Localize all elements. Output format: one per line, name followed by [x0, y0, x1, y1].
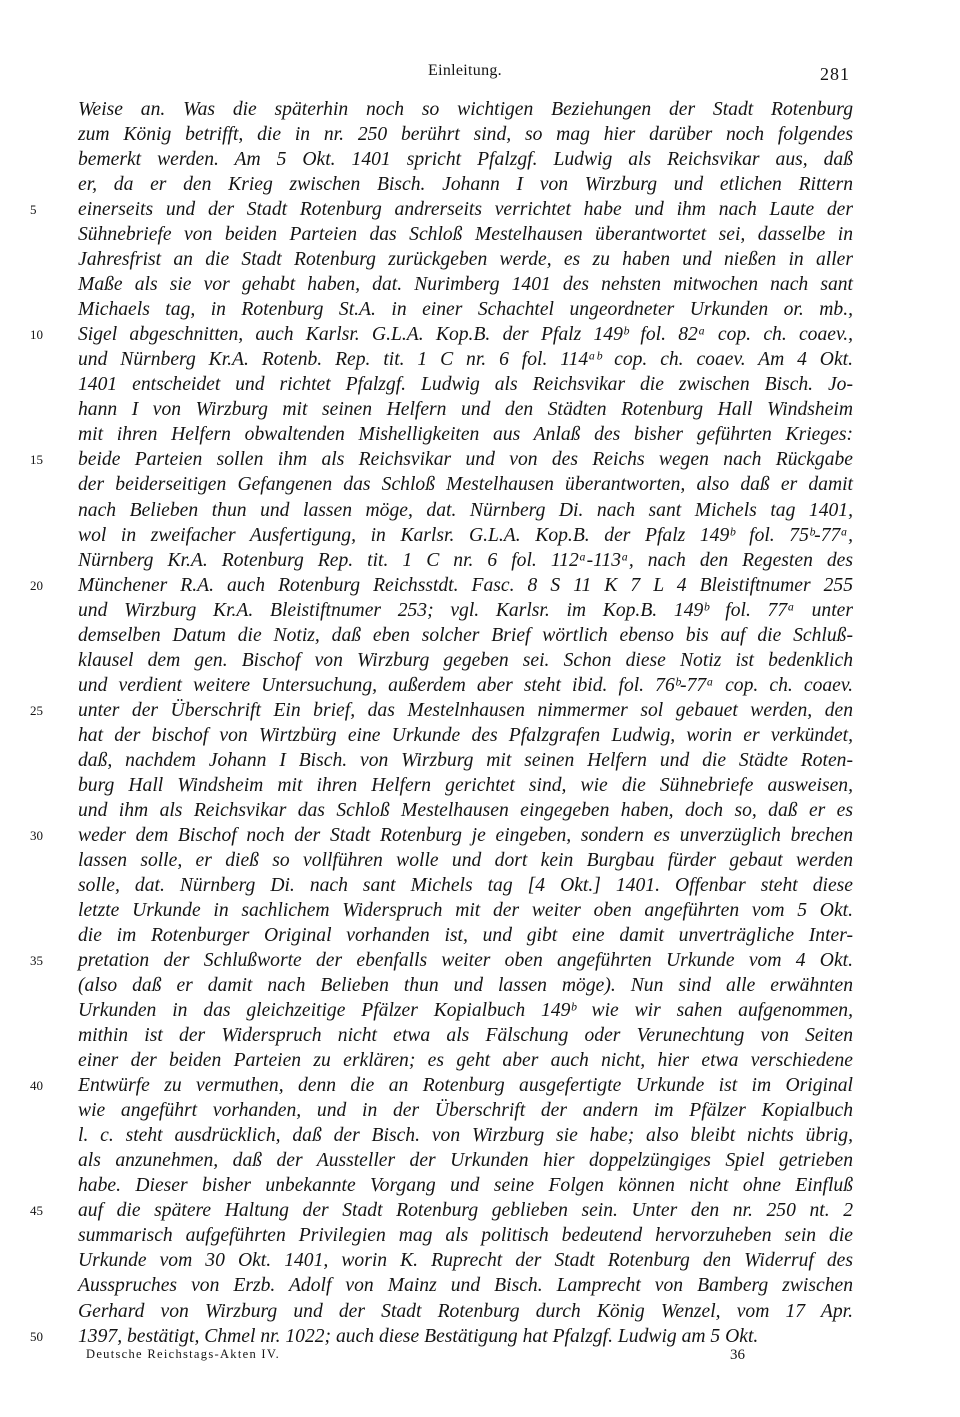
line-text: lassen solle, er dieß so vollführen wolle und dort kein Burgbau fürder gebaut werden [78, 849, 853, 871]
line-text: 1401 entscheidet und richtet Pfalzgf. Ludwig als Reichsvikar die zwischen Bisch. Jo- [78, 374, 853, 396]
footer-source: Deutsche Reichstags-Akten IV. [86, 1347, 281, 1361]
line-text: auf die spätere Haltung der Stadt Rotenburg geblieben sein. Unter den nr. 250 nt. 2 [78, 1200, 853, 1222]
line-text: einerseits und der Stadt Rotenburg andrerseits verrichtet habe und ihm nach Laute der [78, 199, 853, 221]
line-text: einer der beiden Parteien zu erklären; es geht aber auch nicht, hier etwa verschiedene [78, 1050, 853, 1072]
line-text: hat der bischof von Wirtzbürg eine Urkunde des Pfalzgrafen Ludwig, worin er verkündet, [78, 724, 853, 746]
line-text: bemerkt werden. Am 5 Okt. 1401 spricht Pfalzgf. Ludwig als Reichsvikar aus, daß [78, 149, 853, 171]
line-text: und ihm als Reichsvikar das Schloß Mestelhausen eingegeben haben, doch so, daß er es [78, 799, 853, 821]
text-line [78, 498, 853, 523]
line-text: er, da er den Krieg zwischen Bisch. Johann I von Wirzburg und etlichen Rittern [78, 174, 853, 196]
line-text: solle, dat. Nürnberg Di. nach sant Michels tag [4 Okt.] 1401. Offenbar steht diese [78, 874, 853, 896]
text-line [78, 673, 853, 698]
line-text: und Wirzburg Kr.A. Bleistiftnumer 253; vgl. Karlsr. im Kop.B. 149ᵇ fol. 77ᵃ unter [78, 599, 853, 621]
text-line [78, 598, 853, 623]
text-line [30, 322, 853, 347]
text-line [78, 122, 853, 147]
line-text: Gerhard von Wirzburg und der Stadt Rotenburg durch König Wenzel, vom 17 Apr. [78, 1300, 853, 1322]
text-line [78, 848, 853, 873]
line-text: Urkunde vom 30 Okt. 1401, worin K. Ruprecht der Stadt Rotenburg den Widerruf des [78, 1250, 853, 1272]
text-line [78, 1173, 853, 1198]
line-text: wol in zweifacher Ausfertigung, in Karlsr. G.L.A. Kop.B. der Pfalz 149ᵇ fol. 75ᵇ-77ᵃ, [78, 524, 853, 546]
text-line [78, 923, 853, 948]
text-line [78, 748, 853, 773]
line-number: 25 [30, 702, 43, 718]
line-text: Maße als sie vor gehabt haben, dat. Nurimberg 1401 des nehsten mitwochen nach sant [78, 274, 853, 296]
text-line [30, 948, 853, 973]
text-line [78, 773, 853, 798]
text-line [78, 222, 853, 247]
line-text: daß, nachdem Johann I Bisch. von Wirzburg mit seinen Helfern und die Städte Roten- [78, 749, 853, 771]
text-line [78, 523, 853, 548]
line-number: 40 [30, 1078, 43, 1094]
page-number: 281 [820, 64, 850, 84]
line-text: klausel dem gen. Bischof von Wirzburg gegeben sei. Schon diese Notiz ist bedenklich [78, 649, 853, 671]
line-text: Nürnberg Kr.A. Rotenburg Rep. tit. 1 C nr. 6 fol. 112ᵃ-113ᵃ, nach den Regesten des [78, 549, 853, 571]
text-line [78, 272, 853, 297]
line-text: mit ihren Helfern obwaltenden Mishelligkeiten aus Anlaß des bisher geführten Krieges: [78, 424, 853, 446]
line-text: nach Belieben thun und lassen möge, dat. Nürnberg Di. nach sant Michels tag 1401, [78, 499, 853, 521]
text-line [78, 97, 853, 122]
text-line [78, 723, 853, 748]
line-number: 15 [30, 452, 43, 468]
line-text: letzte Urkunde in sachlichem Widerspruch mit der weiter oben angeführten vom 5 Okt. [78, 900, 853, 921]
line-text: und verdient weitere Untersuchung, außerdem aber steht ibid. fol. 76ᵇ-77ᵃ cop. ch. coaev. [78, 674, 853, 696]
line-text: Sühnebriefe von beiden Parteien das Schloß Mestelhausen überantwortet sei, dasselbe in [78, 224, 853, 246]
text-line [78, 548, 853, 573]
line-text: habe. Dieser bisher unbekannte Vorgang und seine Folgen können nicht ohne Einfluß [78, 1175, 853, 1197]
line-text: burg Hall Windsheim mit ihren Helfern gerichtet sind, wie die Sühnebriefe ausweisen, [78, 774, 853, 796]
text-line [78, 623, 853, 648]
text-line [78, 648, 853, 673]
line-text: Sigel abgeschnitten, auch Karlsr. G.L.A. Kop.B. der Pfalz 149ᵇ fol. 82ᵃ cop. ch. coaev., [78, 324, 853, 346]
line-text: die im Rotenburger Original vorhanden ist, und gibt eine damit unverträgliche Inter- [78, 925, 853, 947]
line-text: demselben Datum die Notiz, daß eben solcher Brief wörtlich ebenso bis auf die Schluß- [78, 624, 853, 646]
text-line [30, 197, 853, 222]
text-line [30, 1073, 853, 1098]
text-line [78, 1248, 853, 1273]
line-text: zum König betrifft, die in nr. 250 berührt sind, so mag hier darüber noch folgendes [78, 124, 853, 146]
text-line [78, 172, 853, 197]
line-text: summarisch aufgeführten Privilegien mag als politisch bedeutend hervorzuheben sein die [78, 1225, 853, 1247]
text-line [78, 372, 853, 397]
text-line [78, 1098, 853, 1123]
text-line [30, 823, 853, 848]
line-text: (also daß er damit nach Belieben thun und lassen möge). Nun sind alle erwähnten [78, 975, 853, 997]
text-line [78, 898, 853, 923]
footer-signature: 36 [730, 1347, 745, 1363]
line-number: 35 [30, 953, 43, 969]
line-text: pretation der Schlußworte der ebenfalls weiter oben angeführten Urkunde vom 4 Okt. [78, 950, 853, 972]
line-text: Münchener R.A. auch Rotenburg Reichsstdt. Fasc. 8 S 11 K 7 L 4 Bleistiftnumer 255 [78, 574, 853, 596]
text-line [78, 1273, 853, 1298]
text-line [78, 998, 853, 1023]
text-line [30, 573, 853, 598]
text-line [78, 973, 853, 998]
line-number: 45 [30, 1203, 43, 1219]
text-line [78, 247, 853, 272]
line-text: mithin ist der Widerspruch nicht etwa als Fälschung oder Verunechtung von Seiten [78, 1025, 853, 1047]
text-line [78, 1023, 853, 1048]
text-line [30, 1324, 853, 1349]
line-text: Entwürfe zu vermuthen, denn die an Rotenburg ausgefertigte Urkunde ist im Original [78, 1075, 853, 1097]
text-line [78, 798, 853, 823]
line-number: 20 [30, 577, 43, 593]
line-text: weder dem Bischof noch der Stadt Rotenburg je eingeben, sondern es unverzüglich brechen [78, 824, 853, 846]
line-text: wie angeführt vorhanden, und in der Überschrift der andern im Pfälzer Kopialbuch [78, 1100, 853, 1122]
line-text: der beiderseitigen Gefangenen das Schloß Mestelhausen überantworten, also daß er damit [78, 474, 853, 496]
text-line [30, 1198, 853, 1223]
line-text: Urkunden in das gleichzeitige Pfälzer Kopialbuch 149ᵇ wie wir sahen aufgenommen, [78, 1000, 853, 1022]
line-text: Ausspruches von Erzb. Adolf von Mainz und Bisch. Lamprecht von Bamberg zwischen [78, 1275, 853, 1297]
text-line [78, 873, 853, 898]
line-text: l. c. steht ausdrücklich, daß der Bisch. von Wirzburg sie habe; also bleibt nichts übrig, [78, 1125, 853, 1147]
running-header [80, 62, 850, 92]
text-line [78, 297, 853, 322]
text-line [78, 147, 853, 172]
line-text: Jahresfrist an die Stadt Rotenburg zurückgeben werde, es zu haben und nießen in aller [78, 249, 853, 271]
text-line [78, 1223, 853, 1248]
line-number: 50 [30, 1328, 43, 1344]
text-line [30, 698, 853, 723]
page-footer [78, 1347, 853, 1369]
line-number: 10 [30, 327, 43, 343]
text-line [78, 347, 853, 372]
line-number: 30 [30, 827, 43, 843]
line-text: als anzunehmen, daß der Aussteller der Urkunden hier doppelzüngiges Spiel getrieben [78, 1150, 853, 1172]
text-line [78, 1148, 853, 1173]
line-text: 1397, bestätigt, Chmel nr. 1022; auch diese Bestätigung hat Pfalzgf. Ludwig am 5 Okt. [78, 1325, 759, 1347]
body-text [30, 97, 853, 1349]
line-text: hann I von Wirzburg mit seinen Helfern und den Städten Rotenburg Hall Windsheim [78, 399, 853, 421]
text-line [78, 472, 853, 497]
header-title: Einleitung. [428, 62, 502, 79]
text-line [78, 1299, 853, 1324]
text-line [78, 422, 853, 447]
line-text: und Nürnberg Kr.A. Rotenb. Rep. tit. 1 C nr. 6 fol. 114ᵃᵇ cop. ch. coaev. Am 4 Okt. [78, 349, 853, 371]
text-line [78, 1048, 853, 1073]
text-line [78, 397, 853, 422]
line-text: beide Parteien sollen ihm als Reichsvikar und von des Reichs wegen nach Rückgabe [78, 449, 853, 471]
text-line [30, 447, 853, 472]
line-text: unter der Überschrift Ein brief, das Mestelnhausen nimmermer sol gebauet werden, den [78, 699, 853, 721]
line-text: Weise an. Was die späterhin noch so wichtigen Beziehungen der Stadt Rotenburg [78, 99, 853, 120]
line-number: 5 [30, 202, 37, 218]
text-line [78, 1123, 853, 1148]
line-text: Michaels tag, in Rotenburg St.A. in einer Schachtel ungeordneter Urkunden or. mb., [78, 299, 853, 321]
